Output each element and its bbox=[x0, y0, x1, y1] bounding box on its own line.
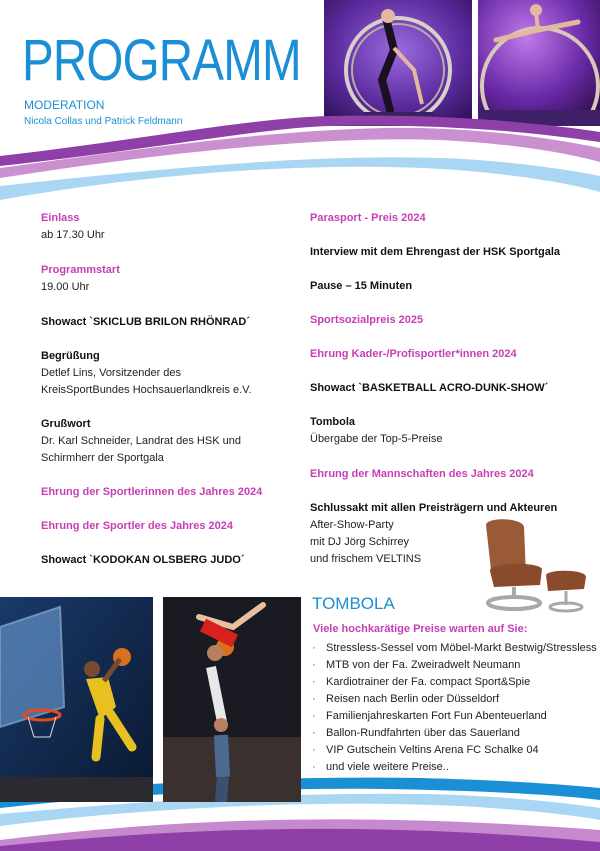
prize-item bbox=[312, 725, 597, 742]
program-item-heading: Sportsozialpreis 2025 bbox=[310, 314, 424, 326]
bullet-icon: · bbox=[312, 727, 316, 739]
prize-text: Reisen nach Berlin oder Düsseldorf bbox=[326, 693, 500, 705]
program-item-heading: Showact `BASKETBALL ACRO-DUNK-SHOW´ bbox=[310, 382, 549, 394]
prize-list bbox=[312, 640, 597, 776]
prize-text: und viele weitere Preise.. bbox=[326, 761, 449, 773]
program-item bbox=[41, 518, 233, 535]
program-item-heading: Programmstart bbox=[41, 264, 120, 276]
program-item bbox=[310, 466, 534, 483]
photo-acro-dunk-show bbox=[163, 597, 301, 802]
program-item-detail: 19.00 Uhr bbox=[41, 281, 90, 293]
program-left-column bbox=[41, 210, 301, 580]
program-item-heading: Ehrung Kader-/Profisportler*innen 2024 bbox=[310, 348, 517, 360]
program-item bbox=[310, 244, 560, 261]
prize-item bbox=[312, 657, 597, 674]
prize-item bbox=[312, 691, 597, 708]
program-item-detail: mit DJ Jörg Schirrey bbox=[310, 536, 410, 548]
prize-item bbox=[312, 640, 597, 657]
bullet-icon: · bbox=[312, 761, 316, 773]
program-item-detail: Detlef Lins, Vorsitzender des bbox=[41, 367, 182, 379]
program-item-detail: Übergabe der Top-5-Preise bbox=[310, 433, 443, 445]
program-item-heading: Tombola bbox=[310, 416, 356, 428]
program-item bbox=[310, 312, 423, 329]
tombola-title: TOMBOLA bbox=[312, 594, 395, 613]
program-item bbox=[41, 416, 241, 467]
bullet-icon: · bbox=[312, 710, 316, 722]
program-item bbox=[41, 484, 262, 501]
prize-text: Ballon-Rundfahrten über das Sauerland bbox=[326, 727, 520, 739]
prize-item bbox=[312, 674, 597, 691]
moderation-label: MODERATION bbox=[24, 98, 105, 112]
program-item bbox=[41, 348, 252, 399]
program-item-detail: KreisSportBundes Hochsauerlandkreis e.V. bbox=[41, 384, 252, 396]
prize-text: Stressless-Sessel vom Möbel-Markt Bestwig/Stressless bbox=[326, 642, 597, 654]
program-item-heading: Einlass bbox=[41, 212, 80, 224]
program-item bbox=[310, 210, 426, 227]
moderation-names: Nicola Collas und Patrick Feldmann bbox=[24, 116, 183, 127]
tombola-subtitle: Viele hochkarätige Preise warten auf Sie: bbox=[313, 623, 528, 635]
program-item bbox=[41, 314, 250, 331]
program-item-heading: Ehrung der Mannschaften des Jahres 2024 bbox=[310, 468, 534, 480]
prize-text: Kardiotrainer der Fa. compact Sport&Spie bbox=[326, 676, 531, 688]
program-item-heading: Pause – 15 Minuten bbox=[310, 280, 413, 292]
program-item-detail: ab 17.30 Uhr bbox=[41, 229, 105, 241]
program-item-heading: Begrüßung bbox=[41, 350, 100, 362]
program-item-detail: Dr. Karl Schneider, Landrat des HSK und bbox=[41, 435, 241, 447]
program-item-heading: Showact `KODOKAN OLSBERG JUDO´ bbox=[41, 554, 245, 566]
program-item-heading: Ehrung der Sportlerinnen des Jahres 2024 bbox=[41, 486, 263, 498]
program-item-detail: und frischem VELTINS bbox=[310, 553, 422, 565]
prize-text: Familienjahreskarten Fort Fun Abenteuerland bbox=[326, 710, 547, 722]
program-item-detail: Schirmherr der Sportgala bbox=[41, 452, 164, 464]
program-item-detail: After-Show-Party bbox=[310, 519, 394, 531]
bullet-icon: · bbox=[312, 693, 316, 705]
bullet-icon: · bbox=[312, 744, 316, 756]
prize-item bbox=[312, 742, 597, 759]
bullet-icon: · bbox=[312, 642, 316, 654]
program-item bbox=[310, 278, 412, 295]
program-item bbox=[310, 346, 517, 363]
program-item-heading: Ehrung der Sportler des Jahres 2024 bbox=[41, 520, 233, 532]
chair-image bbox=[478, 515, 590, 615]
program-item bbox=[41, 262, 120, 296]
program-item-heading: Grußwort bbox=[41, 418, 91, 430]
program-item bbox=[310, 414, 442, 448]
photo-basketball-dunk bbox=[0, 597, 153, 802]
program-item bbox=[310, 380, 548, 397]
program-item-heading: Interview mit dem Ehrengast der HSK Sportgala bbox=[310, 246, 561, 258]
prize-text: MTB von der Fa. Zweiradwelt Neumann bbox=[326, 659, 521, 671]
bullet-icon: · bbox=[312, 659, 316, 671]
program-item bbox=[41, 552, 245, 569]
prize-item bbox=[312, 759, 597, 776]
program-item bbox=[41, 210, 105, 244]
prize-item bbox=[312, 708, 597, 725]
bullet-icon: · bbox=[312, 676, 316, 688]
program-item-heading: Parasport - Preis 2024 bbox=[310, 212, 426, 224]
prize-text: VIP Gutschein Veltins Arena FC Schalke 04 bbox=[326, 744, 539, 756]
program-item-heading: Showact `SKICLUB BRILON RHÖNRAD´ bbox=[41, 316, 250, 328]
program-item-heading: Schlussakt mit allen Preisträgern und Akteuren bbox=[310, 502, 558, 514]
page-title: PROGRAMM bbox=[22, 28, 301, 93]
